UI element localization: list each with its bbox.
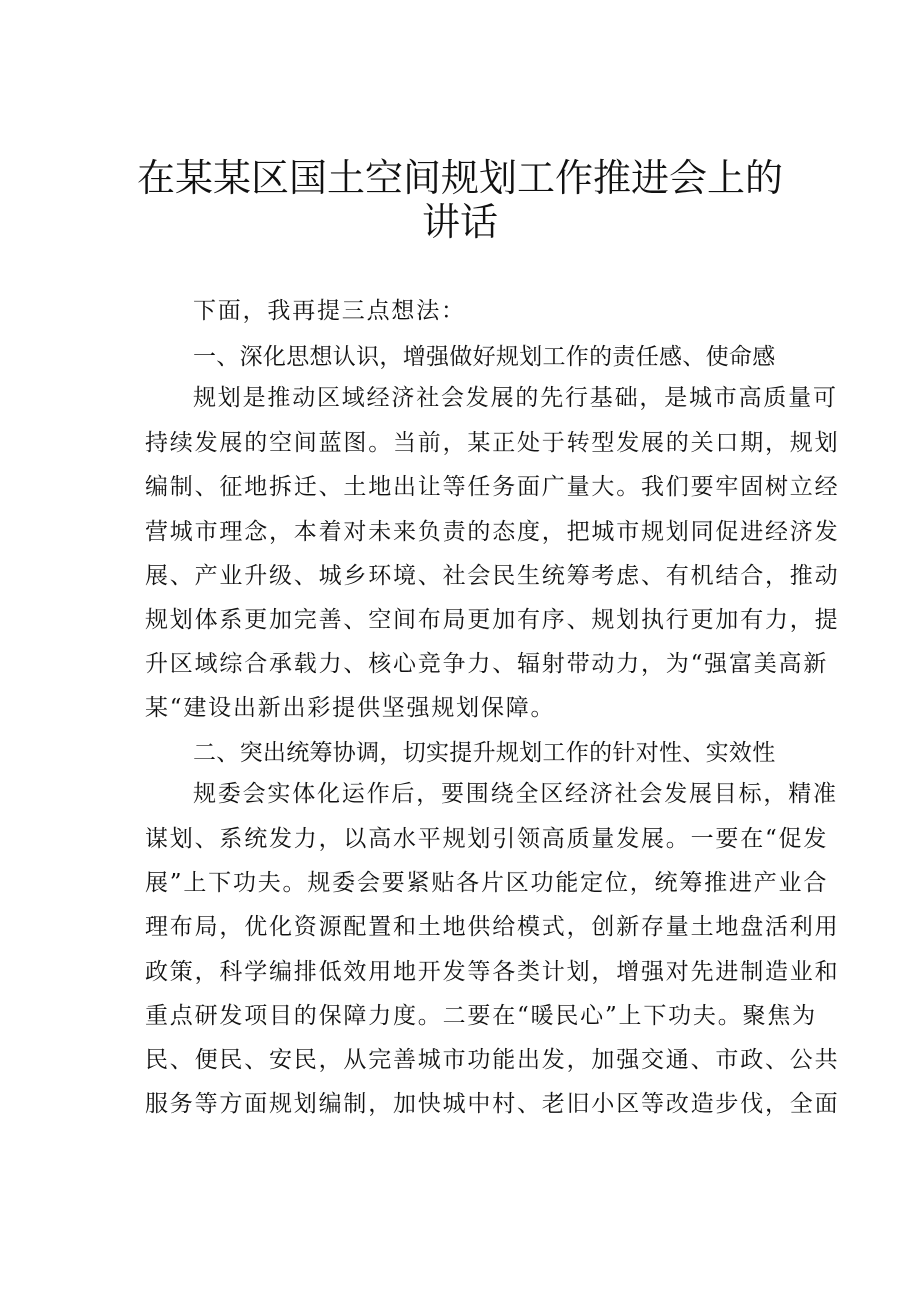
section-2-line: 服务等方面规划编制，加快城中村、老旧小区等改造步伐，全面 [145,1091,840,1117]
document-title-line-2: 讲话 [421,200,498,244]
section-1-heading: 一、深化思想认识，增强做好规划工作的责任感、使命感 [193,344,776,370]
section-2-line: 理布局，优化资源配置和土地供给模式，创新存量土地盘活利用 [145,914,840,940]
section-1-line: 规划是推动区域经济社会发展的先行基础，是城市高质量可 [193,385,838,411]
document-title-line-1: 在某某区国土空间规划工作推进会上的 [136,156,783,200]
section-2-heading: 二、突出统筹协调，切实提升规划工作的针对性、实效性 [193,740,776,766]
section-1-line: 持续发展的空间蓝图。当前，某正处于转型发展的关口期，规划 [145,430,840,456]
section-2-line: 民、便民、安民，从完善城市功能出发，加强交通、市政、公共 [145,1047,840,1073]
intro-paragraph: 下面，我再提三点想法： [193,298,466,324]
section-2-line: 重点研发项目的保障力度。二要在“暖民心”上下功夫。聚焦为 [145,1003,817,1029]
section-2-line: 谋划、系统发力，以高水平规划引领高质量发展。一要在“促发 [145,826,829,852]
section-1-line: 升区域综合承载力、核心竞争力、辐射带动力，为“强富美高新 [145,651,829,677]
section-1-line: 规划体系更加完善、空间布局更加有序、规划执行更加有力，提 [145,607,840,633]
section-2-line: 政策，科学编排低效用地开发等各类计划，增强对先进制造业和 [145,959,840,985]
section-2-line: 规委会实体化运作后，要围绕全区经济社会发展目标，精准 [193,781,838,807]
section-1-line: 某“建设出新出彩提供坚强规划保障。 [145,695,556,721]
section-1-line: 营城市理念，本着对未来负责的态度，把城市规划同促进经济发 [145,519,840,545]
section-1-line: 展、产业升级、城乡环境、社会民生统筹考虑、有机结合，推动 [145,563,840,589]
section-1-line: 编制、征地拆迁、土地出让等任务面广量大。我们要牢固树立经 [145,474,840,500]
section-2-line: 展”上下功夫。规委会要紧贴各片区功能定位，统筹推进产业合 [145,870,829,896]
